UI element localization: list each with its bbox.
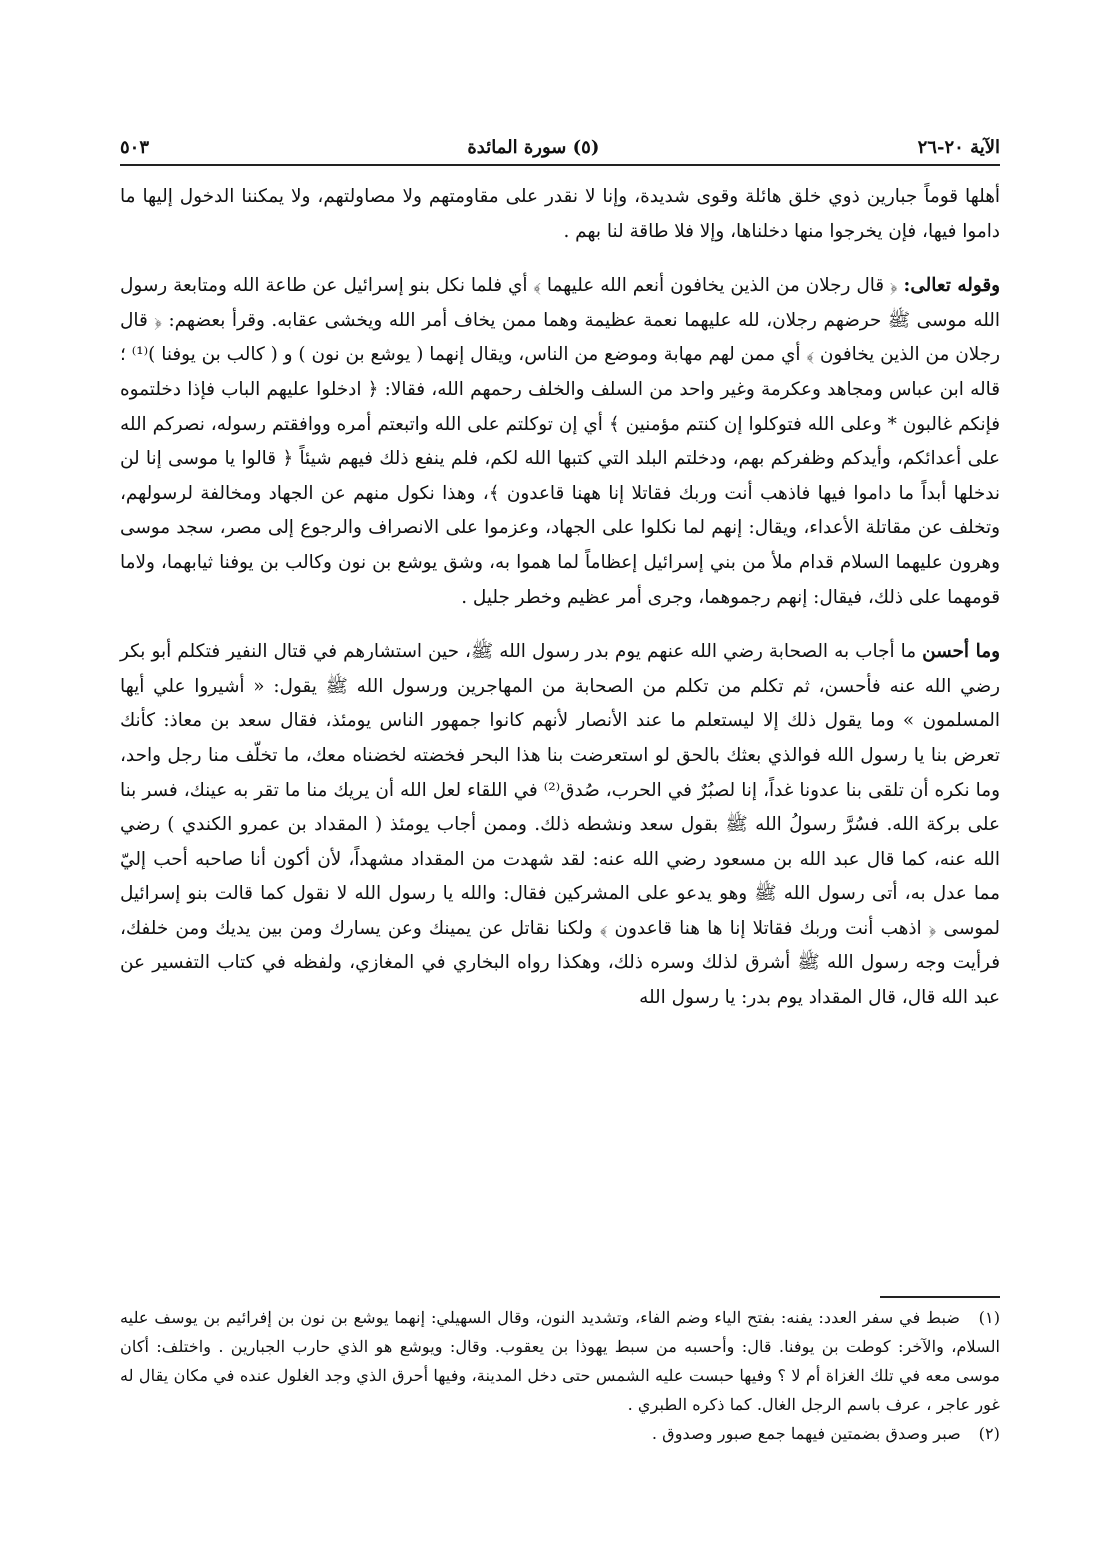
- footnote: [120, 1303, 1000, 1419]
- paragraph-text: ما أجاب به الصحابة رضي الله عنهم يوم بدر رسول الله ﷺ، حين استشارهم في قتال النفير فتكلم أبو بكر رضي الله عنه فأحسن، ثم تكلم من تكلم من الصحابة من المهاجرين ورسول الله ﷺ يقول: « أشيروا علي أيها المسلمون » وما يقول ذلك إلا ليستعلم ما عند الأنصار لأنهم كانوا جمهور الناس يومئذ، فقال سعد بن معاذ: كأنك تعرض بنا يا رسول الله فوالذي بعثك بالحق لو استعرضت بنا هذا البحر فخضته لخضناه معك، ما تخلّف منا رجل واحد، وما نكره أن تلقى بنا عدونا غداً، إنا لصبُرٌ في الحرب، صُدق⁽²⁾ في اللقاء لعل الله أن يريك منا ما تقر به عينك، فسر بنا على بركة الله. فسُرَّ رسولُ الله ﷺ بقول سعد ونشطه ذلك. وممن أجاب يومئذ ( المقداد بن عمرو الكندي ) رضي الله عنه، كما قال عبد الله بن مسعود رضي الله عنه: لقد شهدت من المقداد مشهداً، لأن أكون أنا صاحبه أحب إليّ مما عدل به، أتى رسول الله ﷺ وهو يدعو على المشركين فقال: والله يا رسول الله لا نقول كما قالت بنو إسرائيل لموسى ﴿ اذهب أنت وربك فقاتلا إنا ها هنا قاعدون ﴾ ولكنا نقاتل عن يمينك وعن يسارك ومن بين يديك ومن خلفك، فرأيت وجه رسول الله ﷺ أشرق لذلك وسره ذلك، وهكذا رواه البخاري في المغازي، ولفظه في كتاب التفسير عن عبد الله قال، قال المقداد يوم بدر: يا رسول الله: [120, 641, 1000, 1009]
- page-header: [120, 128, 1000, 158]
- paragraph-lead: وقوله تعالى:: [903, 275, 1001, 297]
- footnote-number: (٢): [978, 1424, 1000, 1443]
- footnote-number: (١): [978, 1308, 1001, 1327]
- paragraph: [120, 269, 1000, 615]
- header-divider: [120, 164, 1000, 166]
- footnote-text: ضبط في سفر العدد: يفنه: بفتح الياء وضم الفاء، وتشديد النون، وقال السهيلي: إنهما يوشع بن نون بن إفرائيم بن يوسف عليه السلام، والآخر: كوطت بن يوفنا. قال: وأحسبه من سبط يهوذا بن يعقوب. وقال: ويوشع هو الذي حارب الجبارين . واختلف: أكان موسى معه في تلك الغزاة أم لا ؟ وفيها حبست عليه الشمس حتى دخل المدينة، وفيها أحرق الذي وجد الغلول عنده في مكان يقال له غور عاجر ، عرف باسم الرجل الغال. كما ذكره الطبري .: [120, 1308, 1000, 1414]
- paragraph: [120, 635, 1000, 1016]
- paragraph-text: ﴿ قال رجلان من الذين يخافون أنعم الله عليهما ﴾ أي فلما نكل بنو إسرائيل عن طاعة الله ومتابعة رسول الله موسى ﷺ حرضهم رجلان، لله عليهما نعمة عظيمة وهما ممن يخاف أمر الله ويخشى عقابه. وقرأ بعضهم: ﴿ قال رجلان من الذين يخافون ﴾ أي ممن لهم مهابة وموضع من الناس، ويقال إنهما ( يوشع بن نون ) و ( كالب بن يوفنا )⁽¹⁾ ؛ قاله ابن عباس ومجاهد وعكرمة وغير واحد من السلف والخلف رحمهم الله، فقالا: ﴿ ادخلوا عليهم الباب فإذا دخلتموه فإنكم غالبون * وعلى الله فتوكلوا إن كنتم مؤمنين ﴾ أي إن توكلتم على الله واتبعتم أمره ووافقتم رسوله، نصركم الله على أعدائكم، وأيدكم وظفركم بهم، ودخلتم البلد التي كتبها الله لكم، فلم ينفع ذلك فيهم شيئاً ﴿ قالوا يا موسى إنا لن ندخلها أبداً ما داموا فيها فاذهب أنت وربك فقاتلا إنا ههنا قاعدون ﴾، وهذا نكول منهم عن الجهاد ومخالفة لرسولهم، وتخلف عن مقاتلة الأعداء، ويقال: إنهم لما نكلوا على الجهاد، وعزموا على الانصراف والرجوع إلى مصر، سجد موسى وهرون عليهما السلام قدام ملأ من بني إسرائيل إعظاماً لما هموا به، وشق يوشع بن نون وكالب بن يوفنا ثيابهما، ولاما قومهما على ذلك، فيقال: إنهم رجموهما، وجرى أمر عظيم وخطر جليل .: [120, 275, 1000, 608]
- surah-title: (٥) سورة المائدة: [467, 137, 600, 158]
- paragraph: [120, 180, 1000, 249]
- footnote: [120, 1419, 1000, 1448]
- footnote-divider: [880, 1296, 1000, 1298]
- paragraph-lead: وما أحسن: [922, 641, 1001, 663]
- page-number: ٥٠٣: [120, 137, 150, 158]
- footnote-text: صبر وصدق بضمتين فيهما جمع صبور وصدوق .: [651, 1424, 961, 1443]
- main-text: [120, 180, 1000, 1016]
- paragraph-text: أهلها قوماً جبارين ذوي خلق هائلة وقوى شديدة، وإنا لا نقدر على مقاومتهم ولا مصاولتهم، ولا يمكننا الدخول إليها ما داموا فيها، فإن يخرجوا منها دخلناها، وإلا فلا طاقة لنا بهم .: [120, 186, 1001, 242]
- footnotes: [120, 1303, 1000, 1448]
- verse-range: الآية ٢٠-٢٦: [917, 137, 1000, 158]
